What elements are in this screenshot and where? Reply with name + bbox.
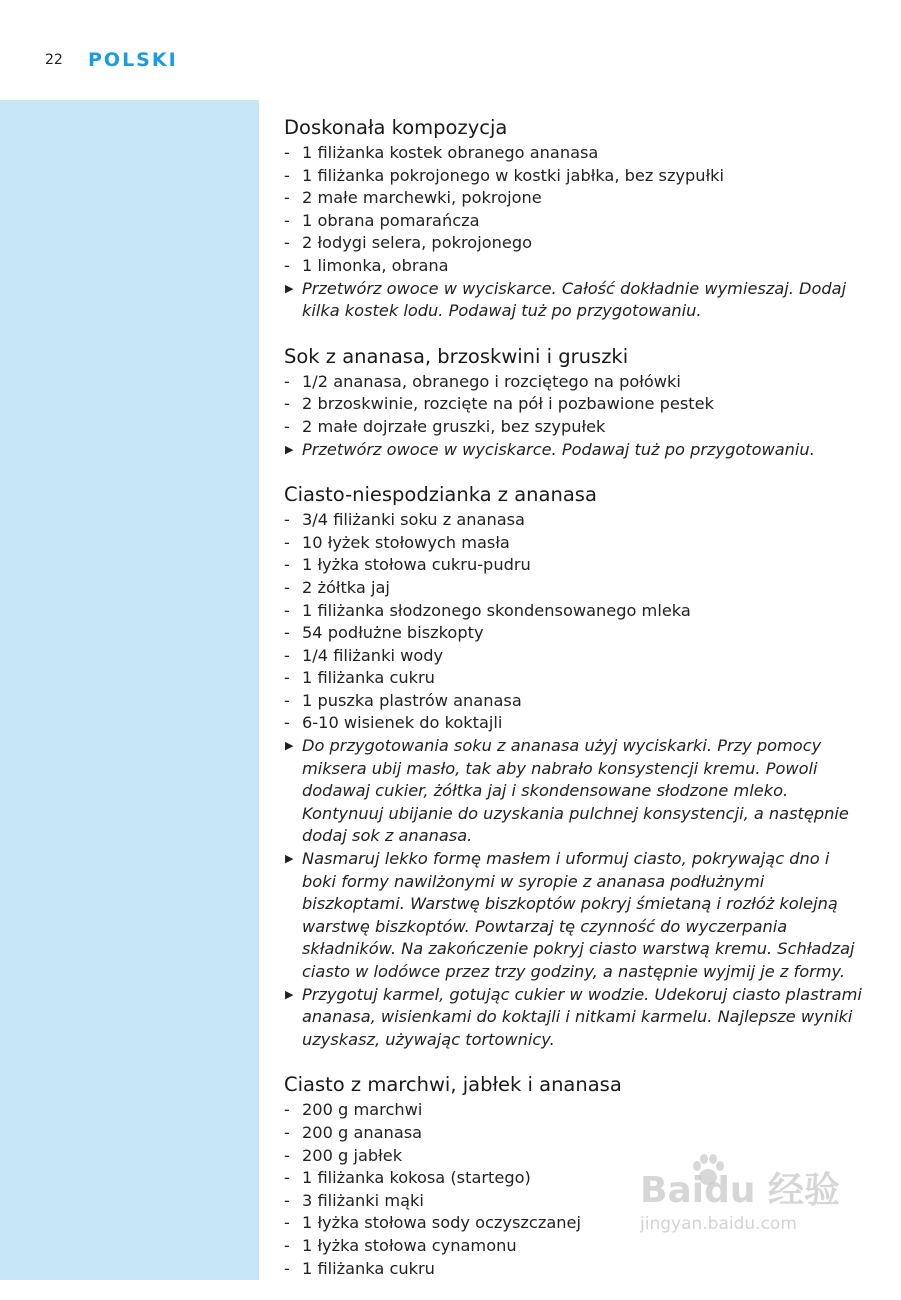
- ingredient-text: 54 podłużne biszkopty: [302, 623, 484, 643]
- dash-bullet: -: [284, 1100, 290, 1120]
- ingredient-text: 10 łyżek stołowych masła: [302, 532, 510, 552]
- ingredient-item: [284, 142, 864, 165]
- ingredient-text: 1 obrana pomarańcza: [302, 210, 480, 230]
- ingredient-text: 1 filiżanka cukru: [302, 668, 435, 688]
- dash-bullet: -: [284, 1145, 290, 1165]
- ingredient-item: [284, 232, 864, 255]
- ingredient-text: 6-10 wisienek do koktajli: [302, 713, 503, 733]
- ingredient-text: 1 filiżanka pokrojonego w kostki jabłka, bez szypułki: [302, 165, 725, 185]
- ingredient-item: [284, 600, 864, 623]
- instruction-step: [284, 848, 864, 984]
- ingredient-text: 3 filiżanki mąki: [302, 1190, 424, 1210]
- instruction-step: [284, 439, 864, 462]
- ingredient-text: 1 limonka, obrana: [302, 255, 449, 275]
- ingredient-text: 1 filiżanka słodzonego skondensowanego mleka: [302, 600, 691, 620]
- ingredient-text: 200 g marchwi: [302, 1100, 423, 1120]
- ingredient-item: [284, 1258, 864, 1281]
- ingredient-text: 2 brzoskwinie, rozcięte na pół i pozbawione pestek: [302, 394, 714, 414]
- ingredient-text: 2 łodygi selera, pokrojonego: [302, 233, 532, 253]
- dash-bullet: -: [284, 1168, 290, 1188]
- recipe-section: [284, 114, 864, 323]
- dash-bullet: -: [284, 1213, 290, 1233]
- dash-bullet: -: [284, 510, 290, 530]
- dash-bullet: -: [284, 394, 290, 414]
- ingredient-item: [284, 712, 864, 735]
- dash-bullet: -: [284, 210, 290, 230]
- recipe-title: Ciasto z marchwi, jabłek i ananasa: [284, 1073, 622, 1097]
- language-heading: POLSKI: [88, 49, 178, 71]
- dash-bullet: -: [284, 371, 290, 391]
- arrow-bullet-icon: ▶: [285, 442, 294, 456]
- recipe-section: [284, 343, 864, 461]
- dash-bullet: -: [284, 143, 290, 162]
- dash-bullet: -: [284, 1258, 290, 1278]
- dash-bullet: -: [284, 233, 290, 253]
- arrow-bullet-icon: ▶: [285, 987, 294, 1001]
- recipe-content: [284, 114, 864, 1300]
- watermark-url: jingyan.baidu.com: [640, 1214, 797, 1234]
- ingredient-text: 1 łyżka stołowa cynamonu: [302, 1235, 517, 1255]
- instruction-text: Do przygotowania soku z ananasa użyj wyciskarki. Przy pomocy miksera ubij masło, tak aby nabrało konsystencji kremu. Powoli dodawaj cukier, żółtka jaj i skondensowane słodzone mleko. Kontynuuj ubijanie do uzyskania pulchnej konsystencji, a następnie dodaj sok z ananasa.: [302, 736, 849, 846]
- dash-bullet: -: [284, 1235, 290, 1255]
- ingredient-item: [284, 371, 864, 394]
- ingredient-text: 1/4 filiżanki wody: [302, 645, 444, 665]
- dash-bullet: -: [284, 668, 290, 688]
- ingredient-text: 200 g ananasa: [302, 1122, 423, 1142]
- ingredient-item: [284, 667, 864, 690]
- dash-bullet: -: [284, 416, 290, 436]
- instruction-text: Przygotuj karmel, gotując cukier w wodzie. Udekoruj ciasto plastrami ananasa, wisienkami do koktajli i nitkami karmelu. Najlepsze wyniki uzyskasz, używając tortownicy.: [302, 984, 862, 1049]
- ingredient-text: 1 puszka plastrów ananasa: [302, 690, 522, 710]
- dash-bullet: -: [284, 600, 290, 620]
- ingredient-text: 2 żółtka jaj: [302, 577, 390, 597]
- recipe-title: Sok z ananasa, brzoskwini i gruszki: [284, 344, 629, 368]
- instruction-step: [284, 278, 864, 323]
- instruction-step: [284, 735, 864, 848]
- dash-bullet: -: [284, 577, 290, 597]
- ingredient-text: 200 g jabłek: [302, 1145, 403, 1165]
- page-number: 22: [45, 52, 63, 68]
- ingredient-item: [284, 165, 864, 188]
- arrow-bullet-icon: ▶: [285, 852, 294, 866]
- ingredient-item: [284, 554, 864, 577]
- ingredient-item: [284, 532, 864, 555]
- ingredient-text: 3/4 filiżanki soku z ananasa: [302, 510, 525, 530]
- watermark-logo: Baidu 经验: [640, 1170, 841, 1211]
- dash-bullet: -: [284, 1190, 290, 1210]
- recipe-section: [284, 481, 864, 1051]
- dash-bullet: -: [284, 713, 290, 733]
- baidu-watermark: [640, 1150, 860, 1250]
- ingredient-item: [284, 416, 864, 439]
- instruction-step: [284, 984, 864, 1052]
- ingredient-item: [284, 509, 864, 532]
- dash-bullet: -: [284, 255, 290, 275]
- ingredient-item: [284, 690, 864, 713]
- instruction-text: Przetwórz owoce w wyciskarce. Podawaj tuż po przygotowaniu.: [302, 439, 815, 459]
- dash-bullet: -: [284, 532, 290, 552]
- ingredient-item: [284, 255, 864, 278]
- recipe-title: Ciasto-niespodzianka z ananasa: [284, 483, 597, 507]
- ingredient-text: 2 małe dojrzałe gruszki, bez szypułek: [302, 416, 606, 436]
- ingredient-text: 1 łyżka stołowa sody oczyszczanej: [302, 1213, 581, 1233]
- recipe-title: Doskonała kompozycja: [284, 116, 508, 139]
- ingredient-item: [284, 187, 864, 210]
- ingredient-text: 1 filiżanka kostek obranego ananasa: [302, 143, 599, 162]
- dash-bullet: -: [284, 165, 290, 185]
- dash-bullet: -: [284, 623, 290, 643]
- ingredient-text: 1 łyżka stołowa cukru-pudru: [302, 555, 531, 575]
- arrow-bullet-icon: ▶: [285, 739, 294, 753]
- dash-bullet: -: [284, 690, 290, 710]
- dash-bullet: -: [284, 645, 290, 665]
- ingredient-item: [284, 622, 864, 645]
- ingredient-text: 1 filiżanka cukru: [302, 1258, 435, 1278]
- instruction-text: Nasmaruj lekko formę masłem i uformuj ciasto, pokrywając dno i boki formy nawilżonymi w syropie z ananasa podłużnymi biszkoptami. Warstwę biszkoptów pokryj śmietaną i rozłóż kolejną warstwę biszkoptów. Powtarzaj tę czynność do wyczerpania składników. Na zakończenie pokryj ciasto warstwą kremu. Schładzaj ciasto w lodówce przez trzy godziny, a następnie wyjmij je z formy.: [302, 849, 855, 981]
- ingredient-item: [284, 393, 864, 416]
- dash-bullet: -: [284, 188, 290, 208]
- ingredient-text: 1 filiżanka kokosa (startego): [302, 1168, 531, 1188]
- ingredient-text: 1/2 ananasa, obranego i rozciętego na połówki: [302, 371, 681, 391]
- ingredient-item: [284, 645, 864, 668]
- ingredient-item: [284, 210, 864, 233]
- arrow-bullet-icon: ▶: [285, 281, 294, 295]
- instruction-text: Przetwórz owoce w wyciskarce. Całość dokładnie wymieszaj. Dodaj kilka kostek lodu. Podawaj tuż po przygotowaniu.: [302, 278, 847, 321]
- dash-bullet: -: [284, 555, 290, 575]
- ingredient-item: [284, 577, 864, 600]
- ingredient-item: [284, 1122, 864, 1145]
- dash-bullet: -: [284, 1122, 290, 1142]
- ingredient-text: 2 małe marchewki, pokrojone: [302, 188, 542, 208]
- ingredient-item: [284, 1099, 864, 1122]
- sidebar-band: [0, 100, 259, 1280]
